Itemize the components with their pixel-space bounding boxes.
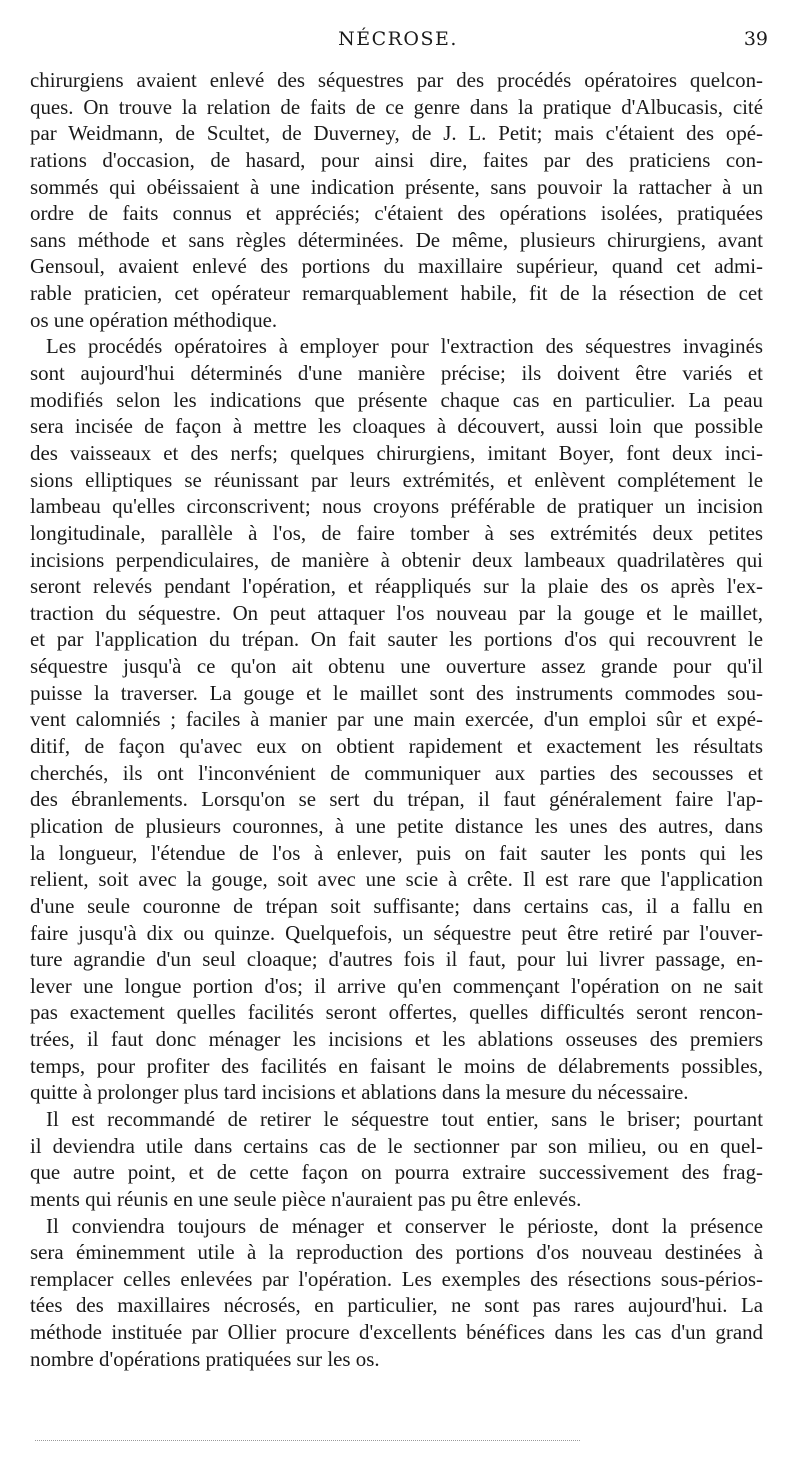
text-line: sans méthode et sans règles déterminées. De même, plusieurs chirurgiens, avant <box>30 227 763 252</box>
text-line: Les procédés opératoires à employer pour l'extraction des séquestres invaginés <box>46 334 763 359</box>
text-line: méthode instituée par Ollier procure d'excellents bénéfices dans les cas d'un grand <box>30 1320 763 1345</box>
text-line: nombre d'opérations pratiquées sur les os. <box>30 1346 380 1371</box>
text-line: pas exactement quelles facilités seront offertes, quelles difficultés seront rencon- <box>30 1000 763 1025</box>
text-line: trées, il faut donc ménager les incisions et les ablations osseuses des premiers <box>30 1027 763 1052</box>
text-line: des vaisseaux et des nerfs; quelques chirurgiens, imitant Boyer, font deux inci- <box>30 440 763 465</box>
text-line: des ébranlements. Lorsqu'on se sert du trépan, il faut généralement faire l'ap- <box>30 787 763 812</box>
text-line: remplacer celles enlevées par l'opération. Les exemples des résections sous-périos- <box>30 1266 763 1291</box>
text-line: Il conviendra toujours de ménager et conserver le périoste, dont la présence <box>46 1213 763 1238</box>
text-line: sont aujourd'hui déterminés d'une manière précise; ils doivent être variés et <box>30 361 763 386</box>
text-line: que autre point, et de cette façon on pourra extraire successivement des frag- <box>30 1160 763 1185</box>
text-line: la longueur, l'étendue de l'os à enlever, puis on fait sauter les ponts qui les <box>30 840 763 865</box>
text-line: il deviendra utile dans certains cas de le sectionner par son milieu, ou en quel- <box>30 1133 763 1158</box>
text-line: tées des maxillaires nécrosés, en particulier, ne sont pas rares aujourd'hui. La <box>30 1293 763 1318</box>
body-text <box>30 67 763 1372</box>
text-line: puisse la traverser. La gouge et le maillet sont des instruments commodes sou- <box>30 680 763 705</box>
text-line: d'une seule couronne de trépan soit suffisante; dans certains cas, il a fallu en <box>30 893 763 918</box>
text-line: lambeau qu'elles circonscrivent; nous croyons préférable de pratiquer un incision <box>30 494 763 519</box>
text-line: incisions perpendiculaires, de manière à obtenir deux lambeaux quadrilatères qui <box>30 547 763 572</box>
text-line: vent calomniés ; faciles à manier par une main exercée, d'un emploi sûr et expé- <box>30 707 763 732</box>
text-line: ture agrandie d'un seul cloaque; d'autres fois il faut, pour lui livrer passage, en- <box>30 947 763 972</box>
text-line: et par l'application du trépan. On fait sauter les portions d'os qui recouvrent le <box>30 627 763 652</box>
text-line: sions elliptiques se réunissant par leurs extrémités, et enlèvent complétement le <box>30 467 763 492</box>
text-line: quitte à prolonger plus tard incisions et ablations dans la mesure du nécessaire. <box>30 1080 689 1105</box>
text-line: lever une longue portion d'os; il arrive qu'en commençant l'opération on ne sait <box>30 973 763 998</box>
text-line: sera incisée de façon à mettre les cloaques à découvert, aussi loin que possible <box>30 414 763 439</box>
text-line: ques. On trouve la relation de faits de ce genre dans la pratique d'Albucasis, cité <box>30 94 763 119</box>
text-line: chirurgiens avaient enlevé des séquestres par des procédés opératoires quelcon- <box>30 68 763 92</box>
text-line: faire jusqu'à dix ou quinze. Quelquefois, un séquestre peut être retiré par l'ouver- <box>30 920 763 945</box>
text-line: Il est recommandé de retirer le séquestre tout entier, sans le briser; pourtant <box>46 1106 763 1131</box>
text-line: modifiés selon les indications que présente chaque cas en particulier. La peau <box>30 387 763 412</box>
text-line: sommés qui obéissaient à une indication présente, sans pouvoir la rattacher à un <box>30 174 763 199</box>
text-line: plication de plusieurs couronnes, à une petite distance les unes des autres, dans <box>30 813 763 838</box>
text-line: cherchés, ils ont l'inconvénient de communiquer aux parties des secousses et <box>30 760 763 785</box>
text-line: ditif, de façon qu'avec eux on obtient rapidement et exactement les résultats <box>30 734 763 759</box>
text-line: sera éminemment utile à la reproduction des portions d'os nouveau destinées à <box>30 1240 763 1265</box>
text-line: ordre de faits connus et appréciés; c'étaient des opérations isolées, pratiquées <box>30 201 763 226</box>
text-line: os une opération méthodique. <box>30 307 278 332</box>
text-line: rations d'occasion, de hasard, pour ainsi dire, faites par des praticiens con- <box>30 147 763 172</box>
text-line: relient, soit avec la gouge, soit avec une scie à crête. Il est rare que l'application <box>30 867 763 892</box>
text-line: traction du séquestre. On peut attaquer l'os nouveau par la gouge et le maillet, <box>30 600 763 625</box>
running-head: NÉCROSE. <box>338 28 458 50</box>
page-header <box>28 28 768 58</box>
text-line: temps, pour profiter des facilités en faisant le moins de délabrements possibles, <box>30 1053 763 1078</box>
text-line: Gensoul, avaient enlevé des portions du maxillaire supérieur, quand cet admi- <box>30 254 763 279</box>
text-line: rable praticien, cet opérateur remarquablement habile, fit de la résection de cet <box>30 281 763 306</box>
footer-dotted-rule <box>35 1440 580 1441</box>
text-line: longitudinale, parallèle à l'os, de faire tomber à ses extrémités deux petites <box>30 520 763 545</box>
text-line: séquestre jusqu'à ce qu'on ait obtenu une ouverture assez grande pour qu'il <box>30 654 763 679</box>
text-line: seront relevés pendant l'opération, et réappliqués sur la plaie des os après l'ex- <box>30 574 763 599</box>
text-line: ments qui réunis en une seule pièce n'auraient pas pu être enlevés. <box>30 1186 582 1211</box>
page-number: 39 <box>743 28 768 50</box>
text-line: par Weidmann, de Scultet, de Duverney, de J. L. Petit; mais c'étaient des opé- <box>30 121 763 146</box>
